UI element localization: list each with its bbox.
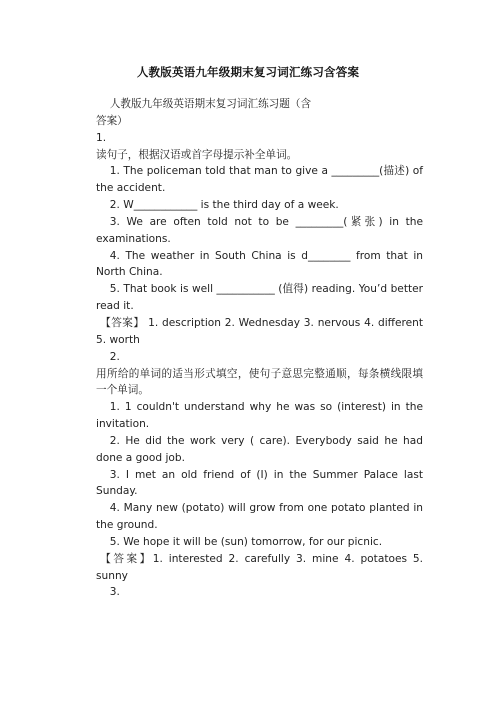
section-2-question-5: 5. We hope it will be (sun) tomorrow, for our picnic. [109,535,383,548]
section-1-answer: 【答案】 1. description 2. Wednesday 3. nervous 4. different 5. worth [96,316,423,346]
section-2-question-4: 4. Many new (potato) will grow from one potato planted in the ground. [96,502,423,532]
section-1-number: 1. [96,131,107,144]
document-title: 人教版英语九年级期末复习词汇练习含答案 [136,65,360,79]
section-1-instruction: 读句子，根据汉语或首字母提示补全单词。 [96,148,298,161]
section-1-question-5: 5. That book is well ___________ (值得) reading. You’d better read it. [96,283,423,313]
section-2-question-1: 1. 1 couldn't understand why he was so (interest) in the invitation. [96,401,423,431]
section-2-question-3: 3. I met an old friend of (I) in the Summer Palace last Sunday. [96,468,423,498]
section-1-question-2: 2. W____________ is the third day of a week. [109,199,339,212]
intro-line-1: 人教版九年级英语期末复习词汇练习题（含 [109,98,312,110]
section-2-answer: 【答案】1. interested 2. carefully 3. mine 4. potatoes 5. sunny [96,552,423,582]
section-2-instruction: 用所给的单词的适当形式填空，使句子意思完整通顺，每条横线限填一个单词。 [96,367,423,397]
section-2-question-2: 2. He did the work very ( care). Everybody said he had done a good job. [96,434,423,464]
intro-line-2: 答案） [96,114,128,127]
section-2-number: 2. [109,350,120,363]
section-1-question-1: 1. The policeman told that man to give a _________(描述) of the accident. [96,165,423,195]
section-1-question-3: 3. We are often told not to be _________(紧张) in the examinations. [96,215,423,245]
section-1-question-4: 4. The weather in South China is d________ from that in North China. [96,249,423,279]
section-3-number: 3. [109,586,120,599]
document-body [96,96,423,601]
